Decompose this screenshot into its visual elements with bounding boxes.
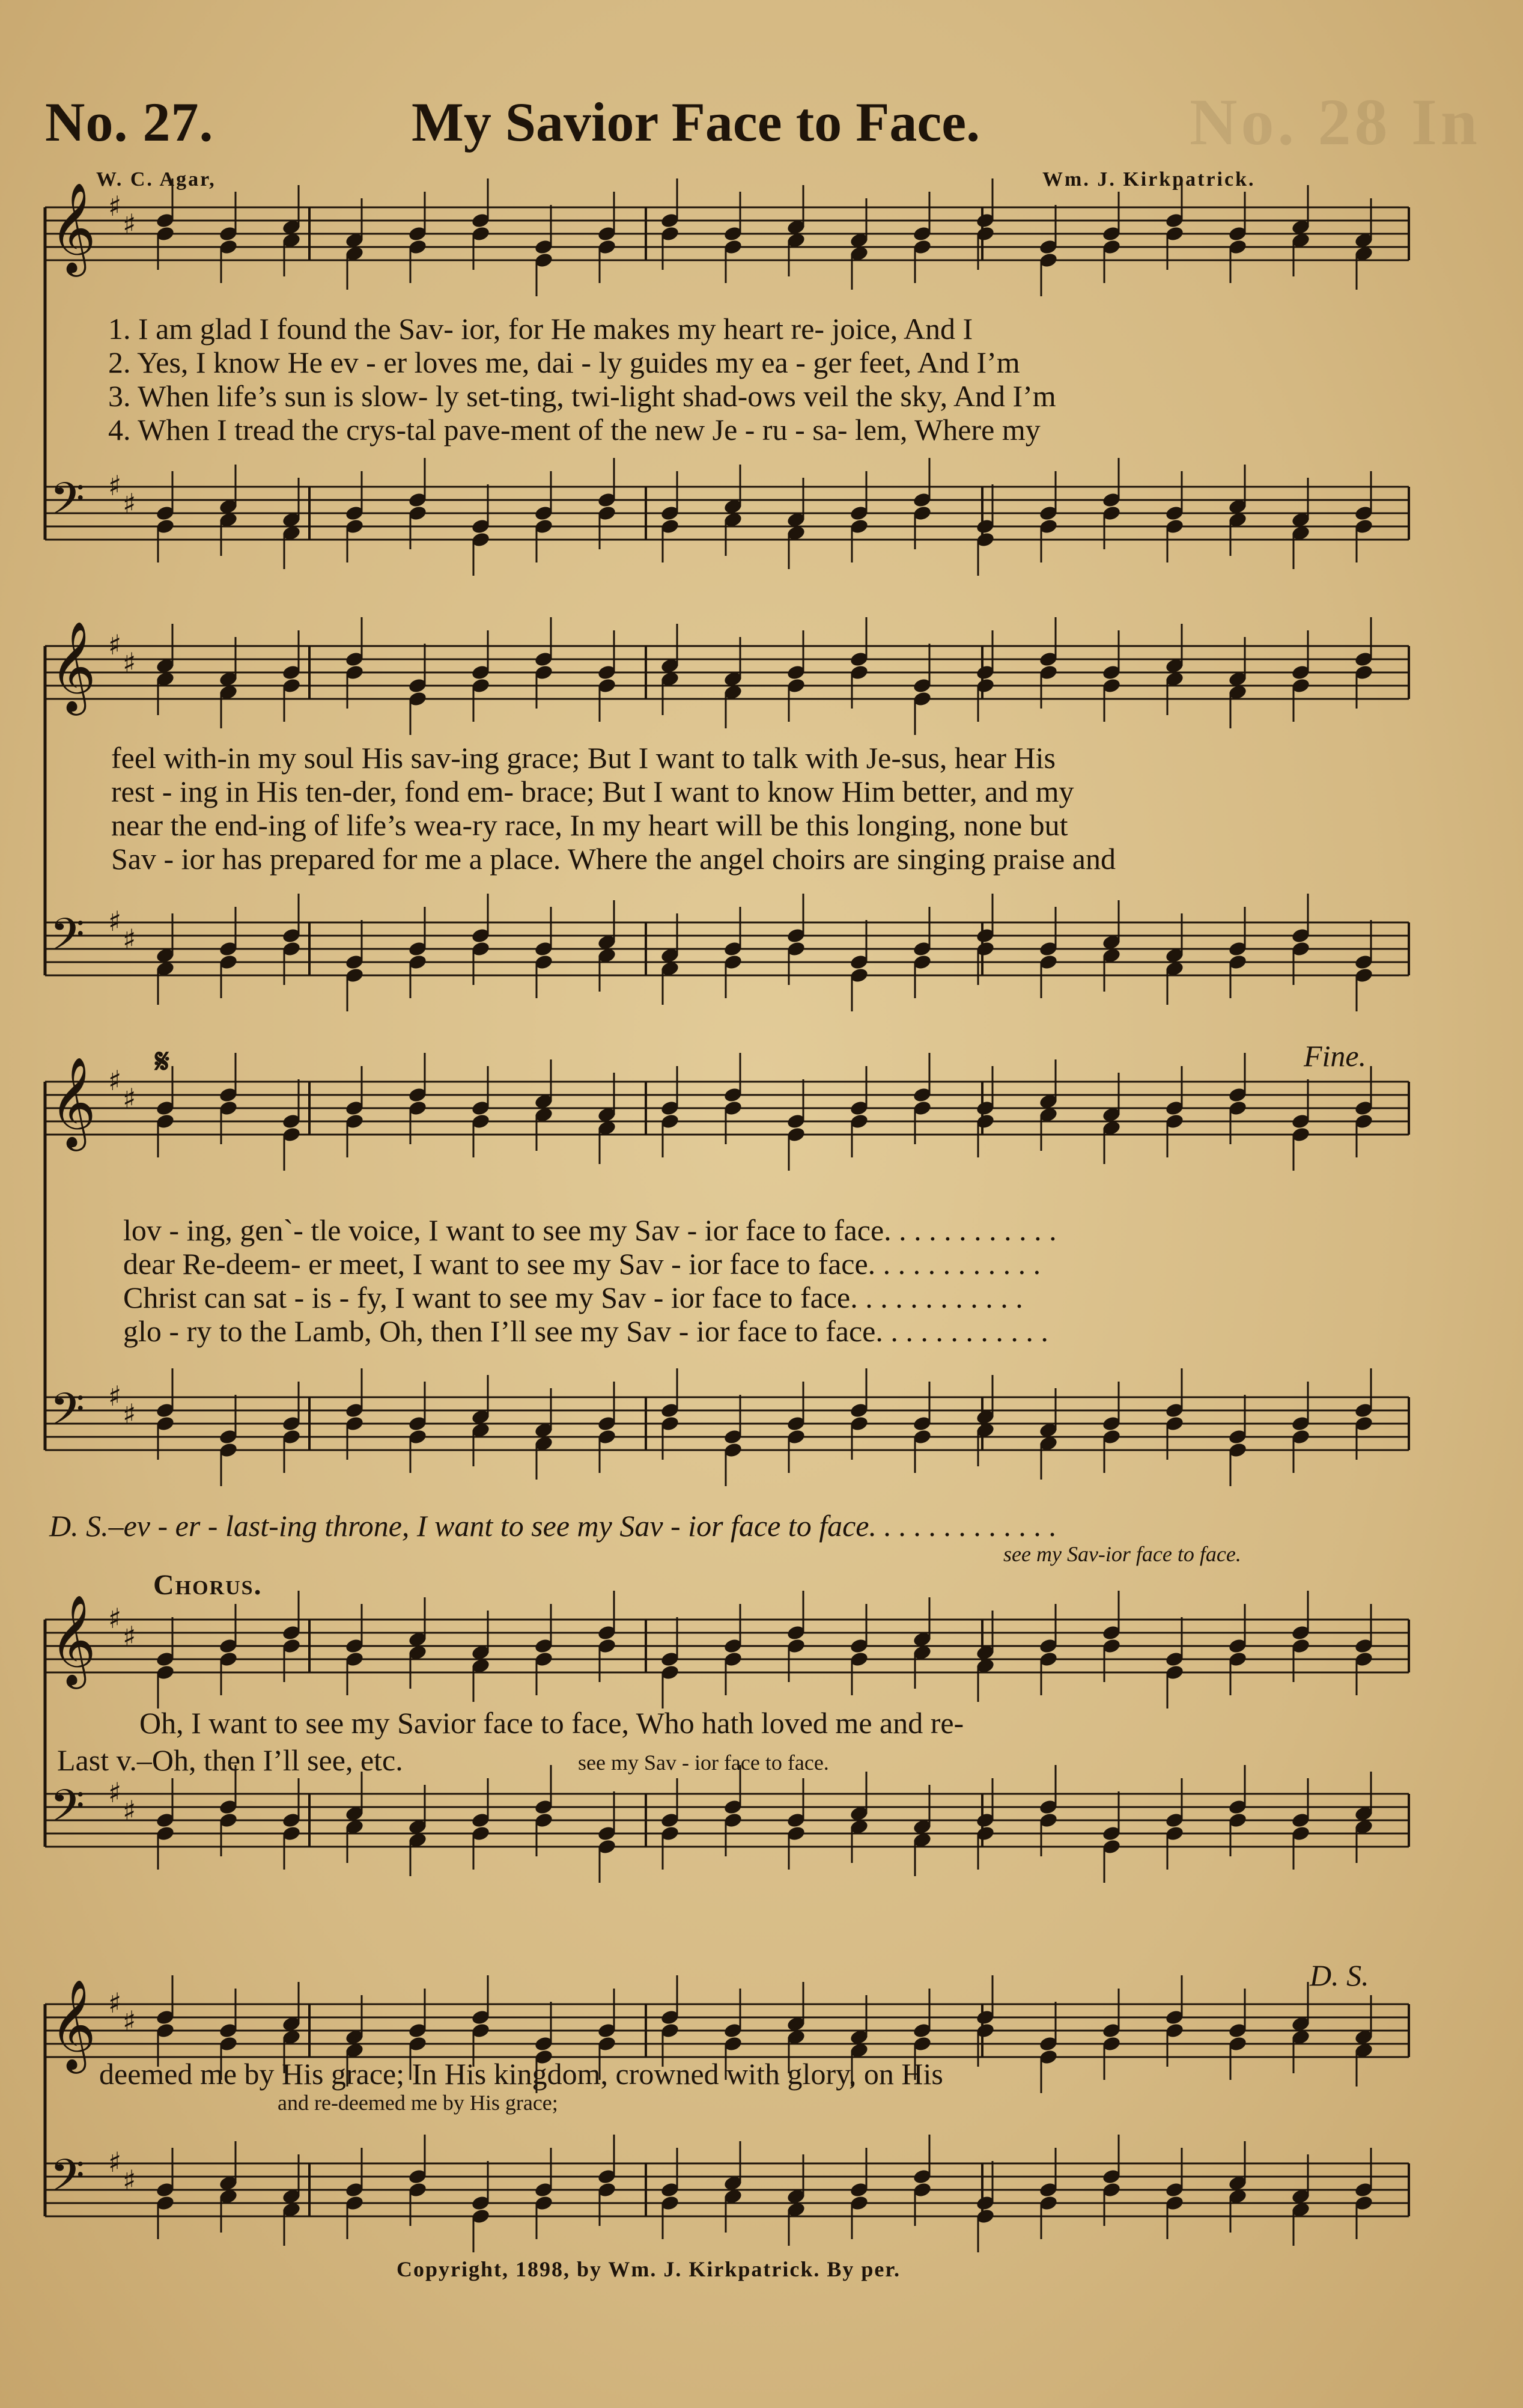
echo-lyric: see my Sav-ior face to face. xyxy=(1003,1542,1241,1566)
svg-text:♯: ♯ xyxy=(108,1776,122,1809)
chorus-label: Chorus. xyxy=(153,1569,263,1601)
lyric-line: feel with-in my soul His sav-ing grace; But I want to talk with Je-sus, hear His xyxy=(111,741,1056,775)
svg-text:𝄞: 𝄞 xyxy=(50,181,96,273)
echo-lyric: and re-deemed me by His grace; xyxy=(278,2091,558,2115)
svg-text:♯: ♯ xyxy=(108,469,122,502)
svg-text:𝄢: 𝄢 xyxy=(50,473,85,536)
lyric-line: 4. When I tread the crys-tal pave-ment of the new Je - ru - sa- lem, Where my xyxy=(108,413,1041,447)
lyricist-credit: W. C. Agar, xyxy=(96,168,216,191)
hymn-title: My Savior Face to Face. xyxy=(412,91,980,153)
svg-text:♯: ♯ xyxy=(108,1987,122,2019)
bleed-through-text: No. 28 In xyxy=(1190,85,1481,159)
svg-text:♯: ♯ xyxy=(108,1064,122,1097)
lyric-line: Oh, I want to see my Savior face to face, Who hath loved me and re- xyxy=(139,1706,964,1740)
lyric-line: lov - ing, gen`- tle voice, I want to see my Sav - ior face to face. . . . . . . . . . . . xyxy=(123,1213,1057,1247)
svg-text:♯: ♯ xyxy=(123,1620,136,1653)
lyric-line: 3. When life’s sun is slow- ly set-ting, twi-light shad-ows veil the sky, And I’m xyxy=(108,379,1056,413)
lyric-line: deemed me by His grace; In His kingdom, crowned with glory, on His xyxy=(99,2057,943,2091)
svg-text:♯: ♯ xyxy=(108,629,122,661)
svg-text:♯: ♯ xyxy=(108,1602,122,1635)
svg-text:♯: ♯ xyxy=(108,905,122,937)
lyric-line: rest - ing in His ten-der, fond em- brace; But I want to know Him better, and my xyxy=(111,775,1074,808)
lyric-line: dear Re-deem- er meet, I want to see my Sav - ior face to face. . . . . . . . . . . . xyxy=(123,1247,1041,1281)
composer-credit: Wm. J. Kirkpatrick. xyxy=(1042,168,1256,191)
svg-text:𝄞: 𝄞 xyxy=(50,620,96,712)
svg-text:♯: ♯ xyxy=(123,2164,136,2196)
svg-text:𝄢: 𝄢 xyxy=(50,1780,85,1843)
svg-text:𝄢: 𝄢 xyxy=(50,1383,85,1446)
lyric-line: 2. Yes, I know He ev - er loves me, dai - ly guides my ea - ger feet, And I’m xyxy=(108,346,1020,379)
svg-text:♯: ♯ xyxy=(108,2146,122,2178)
lyric-line: 1. I am glad I found the Sav- ior, for He makes my heart re- joice, And I xyxy=(108,312,973,346)
svg-text:♯: ♯ xyxy=(123,923,136,956)
svg-text:♯: ♯ xyxy=(123,1398,136,1430)
segno-icon: 𝄋 xyxy=(155,1043,170,1081)
lyric-line: near the end-ing of life’s wea-ry race, In my heart will be this longing, none but xyxy=(111,808,1068,842)
svg-text:𝄢: 𝄢 xyxy=(50,909,85,972)
svg-text:𝄞: 𝄞 xyxy=(50,1594,96,1685)
svg-text:♯: ♯ xyxy=(123,1082,136,1115)
last-verse-line: Last v.–Oh, then I’ll see, etc. xyxy=(57,1743,403,1777)
lyric-line: Sav - ior has prepared for me a place. Where the angel choirs are singing praise and xyxy=(111,842,1116,876)
svg-text:𝄞: 𝄞 xyxy=(50,1978,96,2070)
svg-text:♯: ♯ xyxy=(123,208,136,240)
svg-text:♯: ♯ xyxy=(123,2005,136,2037)
lyric-line: Christ can sat - is - fy, I want to see my Sav - ior face to face. . . . . . . . . . . . xyxy=(123,1281,1023,1314)
copyright-notice: Copyright, 1898, by Wm. J. Kirkpatrick. By per. xyxy=(397,2257,901,2281)
lyric-line: glo - ry to the Lamb, Oh, then I’ll see my Sav - ior face to face. . . . . . . . . . . . xyxy=(123,1314,1048,1348)
svg-text:𝄢: 𝄢 xyxy=(50,2150,85,2213)
echo-lyric: see my Sav - ior face to face. xyxy=(578,1751,829,1775)
svg-text:♯: ♯ xyxy=(108,190,122,222)
svg-text:𝄞: 𝄞 xyxy=(50,1056,96,1147)
ds-marking: D. S. xyxy=(1310,1958,1369,1992)
hymn-number: No. 27. xyxy=(45,91,214,153)
svg-text:♯: ♯ xyxy=(123,647,136,679)
svg-text:♯: ♯ xyxy=(123,1794,136,1827)
fine-marking: Fine. xyxy=(1304,1039,1367,1073)
svg-text:♯: ♯ xyxy=(123,487,136,520)
ds-lyric-line: D. S.–ev - er - last-ing throne, I want to see my Sav - ior face to face. . . . . . . . . . . . . xyxy=(49,1509,1057,1543)
svg-text:♯: ♯ xyxy=(108,1380,122,1412)
